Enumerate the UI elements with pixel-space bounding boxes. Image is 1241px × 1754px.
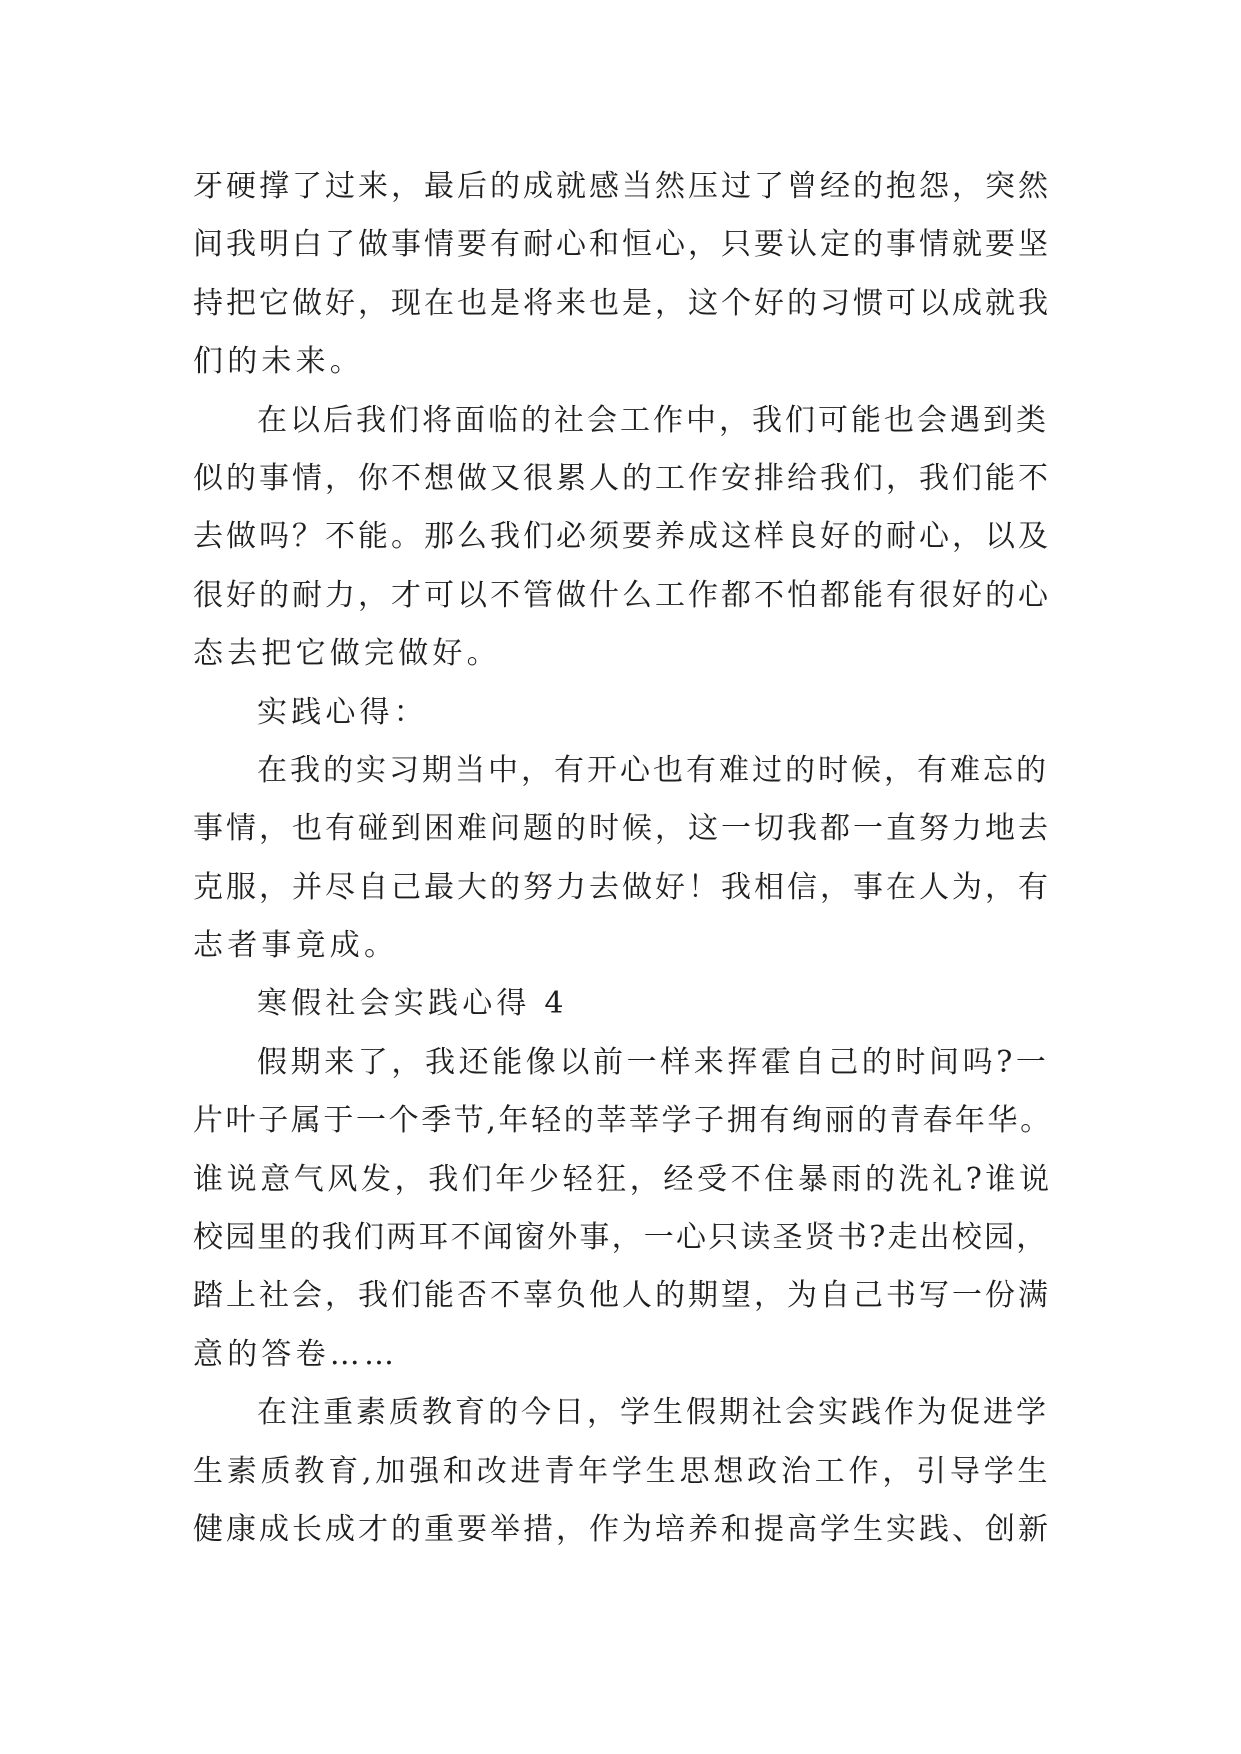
text-line: 牙硬撑了过来，最后的成就感当然压过了曾经的抱怨，突然 <box>193 169 1051 204</box>
text-line: 间我明白了做事情要有耐心和恒心，只要认定的事情就要坚 <box>193 227 1051 263</box>
text-line: 志者事竟成。 <box>193 928 399 964</box>
text-line: 很好的耐力，才可以不管做什么工作都不怕都能有很好的心 <box>193 577 1051 613</box>
text-line: 意的答卷…… <box>193 1336 399 1372</box>
text-line: 在以后我们将面临的社会工作中，我们可能也会遇到类 <box>257 402 1049 438</box>
text-line: 谁说意气风发，我们年少轻狂，经受不住暴雨的洗礼?谁说 <box>193 1161 1053 1197</box>
document-body <box>193 158 1053 1559</box>
text-line: 们的未来。 <box>193 344 364 380</box>
text-line: 实践心得： <box>257 694 428 730</box>
text-line: 生素质教育,加强和改进青年学生思想政治工作，引导学生 <box>193 1453 1052 1489</box>
text-line: 踏上社会，我们能否不辜负他人的期望，为自己书写一份满 <box>193 1278 1051 1314</box>
text-line: 持把它做好，现在也是将来也是，这个好的习惯可以成就我 <box>193 285 1051 321</box>
text-line: 在我的实习期当中，有开心也有难过的时候，有难忘的 <box>257 752 1049 788</box>
text-line: 在注重素质教育的今日，学生假期社会实践作为促进学 <box>257 1395 1049 1431</box>
text-line: 健康成长成才的重要举措，作为培养和提高学生实践、创新 <box>193 1511 1051 1547</box>
text-line: 克服，并尽自己最大的努力去做好！我相信，事在人为，有 <box>193 869 1051 905</box>
text-line: 态去把它做完做好。 <box>193 636 501 672</box>
text-line: 去做吗？不能。那么我们必须要养成这样良好的耐心，以及 <box>193 519 1051 555</box>
text-line: 校园里的我们两耳不闻窗外事，一心只读圣贤书?走出校园， <box>193 1220 1049 1256</box>
text-line: 似的事情，你不想做又很累人的工作安排给我们，我们能不 <box>193 460 1051 496</box>
text-line: 事情，也有碰到困难问题的时候，这一切我都一直努力地去 <box>193 811 1051 847</box>
text-line: 假期来了，我还能像以前一样来挥霍自己的时间吗?一 <box>257 1044 1050 1080</box>
text-line: 寒假社会实践心得 4 <box>257 986 568 1022</box>
text-line: 片叶子属于一个季节,年轻的莘莘学子拥有绚丽的青春年华。 <box>193 1103 1053 1139</box>
